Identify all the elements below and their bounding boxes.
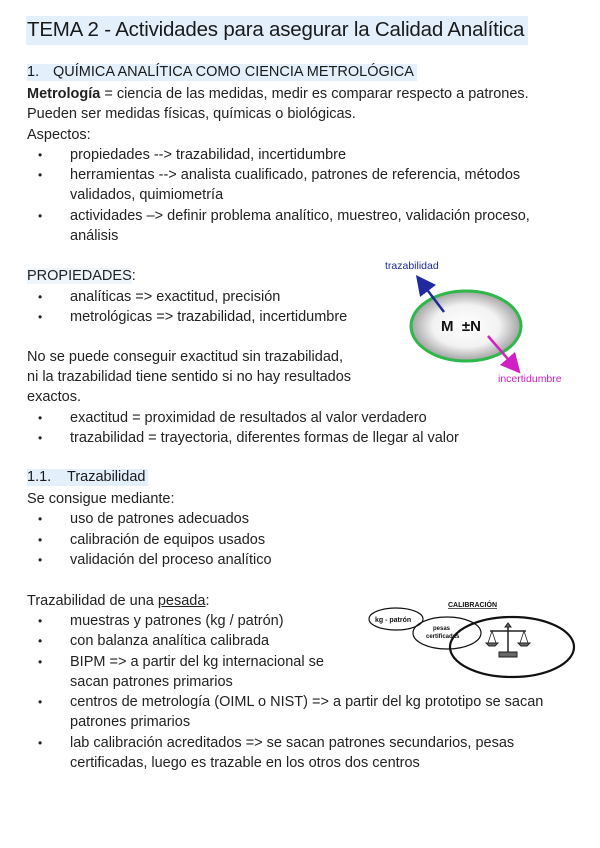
incertidumbre-label: incertidumbre <box>498 373 562 385</box>
propiedades-label: PROPIEDADES: <box>27 268 136 284</box>
pesas-label: pesas <box>433 626 451 632</box>
bullet: • <box>38 290 43 304</box>
pesada-label: Trazabilidad de una pesada: <box>27 593 210 609</box>
balance-scale-icon <box>486 623 530 657</box>
list-item-continuation: análisis <box>70 228 119 244</box>
metrologia-def-text: = ciencia de las medidas, medir es comparar respecto a patrones. <box>100 86 529 102</box>
pesas-ellipse <box>413 617 481 649</box>
section-1-title: QUÍMICA ANALÍTICA COMO CIENCIA METROLÓGICA <box>53 64 414 80</box>
aspectos-label: Aspectos: <box>27 127 91 143</box>
bullet: • <box>38 148 43 162</box>
bullet: • <box>38 168 43 182</box>
calibracion-title: CALIBRACIÓN <box>448 602 497 609</box>
bullet: • <box>38 310 43 324</box>
document-page: TEMA 2 - Actividades para asegurar la Calidad Analítica 1. QUÍMICA ANALÍTICA COMO CIENCIA METROLÓGICA Metrología = ciencia de las medidas, medir es comparar respecto a patrones. Pueden ser medidas físicas, químicas o biológicas. Aspectos: • propiedades --> trazabilidad, incertidumbre • herramientas --> analista cualificado, patrones de referencia, métodos validados, quimiometría • actividades –> definir problema analítico, muestreo, validación proceso, análisis PROPIEDADES: • analíticas => exactitud, precisión • metrológicas => trazabilidad, incertidumbre No se puede conseguir exactitud sin trazabilidad, ni la trazabilidad tiene sentido si no hay resultados exactos. • exactitud = proximidad de resultados al valor verdadero • trazabilidad = trayectoria, diferentes formas de llegar al valor trazabilidad M ±N incertidumbre 1.1. Trazabilidad Se consigue mediante: • uso de patrones adecuados • calibración de equipos usados • validación del proceso analítico Trazabilidad de una pesada: • muestras y patrones (kg / patrón) • con balanza analítica calibrada • BIPM => a partir del kg internacional se sacan patrones primarios • centros de metrología (OIML o NIST) => a partir del kg prototipo se sacan patrones primarios • lab calibración acreditados => se sacan patrones secundarios, pesas certificadas, luego es trazable en los otros dos centros CALIBRACIÓN kg - patrón pesas certificadas <box>0 0 600 848</box>
bullet: • <box>38 533 43 547</box>
section-1-1-number: 1.1. <box>27 469 52 485</box>
se-consigue-line: Se consigue mediante: <box>27 491 175 507</box>
section-1-1-heading <box>27 469 148 485</box>
m-plusminus-n-label: M ±N <box>441 318 481 335</box>
bullet: • <box>38 655 43 669</box>
list-item-continuation: sacan patrones primarios <box>70 674 233 690</box>
section-1-number: 1. <box>27 64 40 80</box>
balanza-ellipse <box>450 617 574 677</box>
page-title: TEMA 2 - Actividades para asegurar la Calidad Analítica <box>26 16 528 45</box>
kg-patron-label: kg - patrón <box>375 617 412 624</box>
section-1-1-title: Trazabilidad <box>67 469 146 485</box>
bullet: • <box>38 512 43 526</box>
metrology-diagram <box>380 252 580 386</box>
bullet: • <box>38 411 43 425</box>
bullet: • <box>38 695 43 709</box>
bullet: • <box>38 209 43 223</box>
list-item-continuation: certificadas, luego es trazable en los otros dos centros <box>70 755 420 771</box>
bullet: • <box>38 736 43 750</box>
calibracion-diagram <box>362 597 576 679</box>
section-1-heading <box>27 64 417 80</box>
certificadas-label: certificadas <box>426 634 460 640</box>
bullet: • <box>38 553 43 567</box>
paragraph-line: No se puede conseguir exactitud sin trazabilidad, <box>27 349 343 365</box>
medidas-line: Pueden ser medidas físicas, químicas o biológicas. <box>27 106 356 122</box>
paragraph-line: ni la trazabilidad tiene sentido si no hay resultados <box>27 369 352 385</box>
metrologia-term: Metrología <box>27 86 101 102</box>
bullet: • <box>38 431 43 445</box>
paragraph-line: exactos. <box>27 389 81 405</box>
bullet: • <box>38 614 43 628</box>
trazabilidad-label: trazabilidad <box>385 260 439 272</box>
metrologia-definition <box>27 84 529 104</box>
list-item-continuation: validados, quimiometría <box>70 187 224 203</box>
bullet: • <box>38 634 43 648</box>
list-item-continuation: patrones primarios <box>70 714 191 730</box>
